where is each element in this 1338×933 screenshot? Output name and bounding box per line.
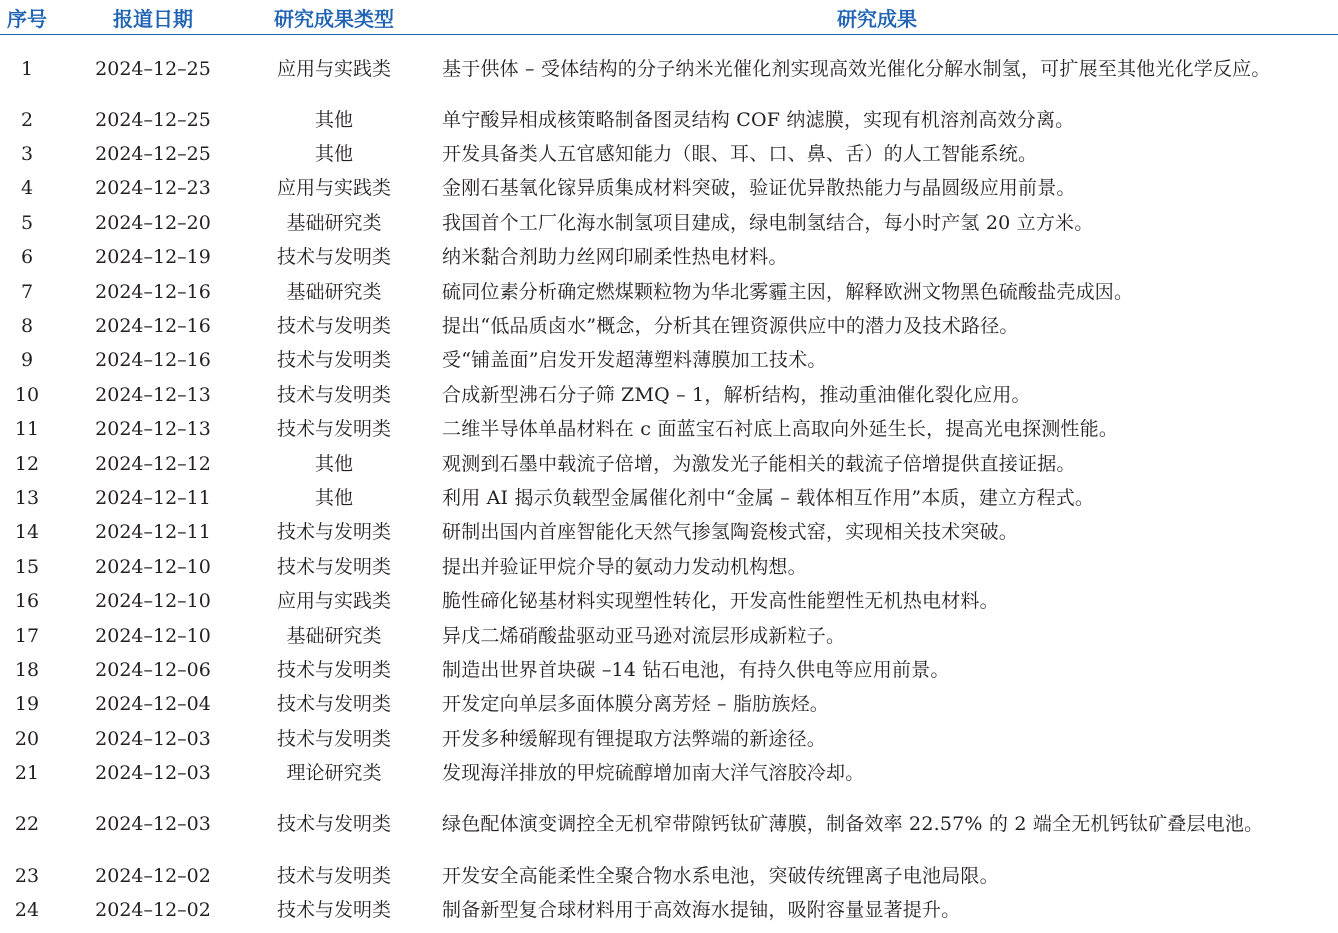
table-row — [0, 343, 1338, 377]
cell-index: 16 — [14, 590, 40, 613]
table-row — [0, 550, 1338, 584]
cell-date: 2024–12–25 — [95, 108, 211, 131]
cell-date: 2024–12–16 — [95, 315, 211, 338]
cell-result: 二维半导体单晶材料在 c 面蓝宝石衬底上高取向外延生长，提高光电探测性能。 — [442, 418, 1119, 441]
cell-result: 异戊二烯硝酸盐驱动亚马逊对流层形成新粒子。 — [442, 624, 846, 647]
table-row — [0, 756, 1338, 790]
cell-type: 技术与发明类 — [276, 693, 391, 716]
cell-date: 2024–12–02 — [95, 898, 211, 921]
cell-result: 脆性碲化铋基材料实现塑性转化，开发高性能塑性无机热电材料。 — [442, 590, 999, 613]
table-row — [0, 584, 1338, 618]
table-row — [0, 722, 1338, 756]
cell-index: 10 — [14, 383, 40, 406]
cell-index: 4 — [20, 177, 34, 200]
header-type: 研究成果类型 — [252, 0, 416, 35]
cell-result: 制备新型复合球材料用于高效海水提铀，吸附容量显著提升。 — [442, 898, 961, 921]
cell-index: 23 — [14, 864, 40, 887]
table-row — [0, 858, 1338, 892]
cell-index: 15 — [14, 555, 40, 578]
cell-result: 纳米黏合剂助力丝网印刷柔性热电材料。 — [442, 246, 788, 269]
table-row — [0, 206, 1338, 240]
cell-type: 应用与实践类 — [276, 590, 391, 613]
table-row — [0, 309, 1338, 343]
cell-type: 技术与发明类 — [276, 864, 391, 887]
cell-date: 2024–12–16 — [95, 280, 211, 303]
cell-result: 制造出世界首块碳 –14 钻石电池，有持久供电等应用前景。 — [442, 658, 950, 681]
cell-type: 应用与实践类 — [276, 177, 391, 200]
cell-type: 技术与发明类 — [276, 383, 391, 406]
cell-date: 2024–12–13 — [95, 418, 211, 441]
cell-index: 11 — [14, 418, 40, 441]
cell-result: 绿色配体演变调控全无机窄带隙钙钛矿薄膜，制备效率 22.57% 的 2 端全无机钙钛矿叠层电池。 — [442, 813, 1264, 836]
table-row — [0, 274, 1338, 308]
cell-index: 20 — [14, 727, 40, 750]
cell-date: 2024–12–23 — [95, 177, 211, 200]
cell-date: 2024–12–12 — [95, 452, 211, 475]
table-row — [0, 618, 1338, 652]
cell-result: 我国首个工厂化海水制氢项目建成，绿电制氢结合，每小时产氢 20 立方米。 — [442, 211, 1094, 234]
cell-type: 基础研究类 — [286, 624, 382, 647]
cell-date: 2024–12–25 — [95, 57, 211, 80]
cell-date: 2024–12–11 — [95, 486, 211, 509]
cell-type: 技术与发明类 — [276, 898, 391, 921]
cell-date: 2024–12–16 — [95, 349, 211, 372]
cell-date: 2024–12–02 — [95, 864, 211, 887]
cell-result: 利用 AI 揭示负载型金属催化剂中“金属 – 载体相互作用”本质，建立方程式。 — [442, 486, 1095, 509]
cell-date: 2024–12–10 — [95, 555, 211, 578]
header-result: 研究成果 — [416, 0, 1338, 35]
table-row — [0, 171, 1338, 205]
cell-type: 技术与发明类 — [276, 349, 391, 372]
table-row — [0, 137, 1338, 171]
table-row — [0, 240, 1338, 274]
table-row — [0, 103, 1338, 137]
cell-date: 2024–12–25 — [95, 143, 211, 166]
cell-date: 2024–12–13 — [95, 383, 211, 406]
table-row — [0, 35, 1338, 103]
cell-index: 14 — [14, 521, 40, 544]
cell-result: 开发安全高能柔性全聚合物水系电池，突破传统锂离子电池局限。 — [442, 864, 999, 887]
cell-index: 7 — [20, 280, 34, 303]
cell-date: 2024–12–11 — [95, 521, 211, 544]
header-index: 序号 — [0, 0, 54, 35]
cell-result: 开发具备类人五官感知能力（眼、耳、口、鼻、舌）的人工智能系统。 — [442, 143, 1038, 166]
cell-type: 技术与发明类 — [276, 246, 391, 269]
cell-type: 技术与发明类 — [276, 521, 391, 544]
cell-type: 其他 — [314, 452, 353, 475]
cell-type: 技术与发明类 — [276, 727, 391, 750]
cell-type: 其他 — [314, 486, 353, 509]
cell-type: 基础研究类 — [286, 211, 382, 234]
cell-date: 2024–12–10 — [95, 590, 211, 613]
cell-index: 24 — [14, 898, 40, 921]
cell-index: 5 — [20, 211, 34, 234]
cell-index: 22 — [14, 813, 40, 836]
cell-type: 技术与发明类 — [276, 418, 391, 441]
cell-date: 2024–12–03 — [95, 813, 211, 836]
cell-type: 基础研究类 — [286, 280, 382, 303]
cell-index: 1 — [20, 57, 34, 80]
cell-result: 金刚石基氧化镓异质集成材料突破，验证优异散热能力与晶圆级应用前景。 — [442, 177, 1076, 200]
cell-result: 观测到石墨中载流子倍增，为激发光子能相关的载流子倍增提供直接证据。 — [442, 452, 1076, 475]
cell-index: 8 — [20, 315, 34, 338]
cell-result: 研制出国内首座智能化天然气掺氢陶瓷梭式窑，实现相关技术突破。 — [442, 521, 1019, 544]
cell-type: 技术与发明类 — [276, 315, 391, 338]
cell-type: 应用与实践类 — [276, 57, 391, 80]
cell-type: 其他 — [314, 143, 353, 166]
cell-date: 2024–12–03 — [95, 727, 211, 750]
cell-result: 开发多种缓解现有锂提取方法弊端的新途径。 — [442, 727, 827, 750]
cell-index: 3 — [20, 143, 34, 166]
cell-index: 6 — [20, 246, 34, 269]
cell-result: 受“铺盖面”启发开发超薄塑料薄膜加工技术。 — [442, 349, 827, 372]
table-row — [0, 446, 1338, 480]
cell-index: 12 — [14, 452, 40, 475]
cell-date: 2024–12–20 — [95, 211, 211, 234]
cell-result: 单宁酸异相成核策略制备图灵结构 COF 纳滤膜，实现有机溶剂高效分离。 — [442, 108, 1075, 131]
header-row — [0, 0, 1338, 35]
table-row — [0, 893, 1338, 927]
table-row — [0, 790, 1338, 858]
cell-index: 19 — [14, 693, 40, 716]
cell-result: 发现海洋排放的甲烷硫醇增加南大洋气溶胶冷却。 — [442, 762, 865, 785]
cell-index: 9 — [20, 349, 34, 372]
cell-index: 21 — [14, 762, 40, 785]
table-row — [0, 653, 1338, 687]
cell-result: 硫同位素分析确定燃煤颗粒物为华北雾霾主因，解释欧洲文物黑色硫酸盐壳成因。 — [442, 280, 1134, 303]
cell-date: 2024–12–04 — [95, 693, 211, 716]
cell-type: 技术与发明类 — [276, 658, 391, 681]
cell-index: 2 — [20, 108, 34, 131]
cell-index: 13 — [14, 486, 40, 509]
table-row — [0, 481, 1338, 515]
table-row — [0, 412, 1338, 446]
cell-result: 提出并验证甲烷介导的氨动力发动机构想。 — [442, 555, 807, 578]
header-date: 报道日期 — [54, 0, 252, 35]
cell-type: 技术与发明类 — [276, 813, 391, 836]
cell-date: 2024–12–06 — [95, 658, 211, 681]
table-header — [0, 0, 1338, 35]
cell-result: 开发定向单层多面体膜分离芳烃 – 脂肪族烃。 — [442, 693, 829, 716]
cell-date: 2024–12–03 — [95, 762, 211, 785]
cell-date: 2024–12–10 — [95, 624, 211, 647]
cell-index: 17 — [14, 624, 40, 647]
cell-result: 提出“低品质卤水”概念，分析其在锂资源供应中的潜力及技术路径。 — [442, 315, 1019, 338]
table-row — [0, 515, 1338, 549]
cell-result: 合成新型沸石分子筛 ZMQ – 1，解析结构，推动重油催化裂化应用。 — [442, 383, 1031, 406]
cell-type: 技术与发明类 — [276, 555, 391, 578]
cell-type: 其他 — [314, 108, 353, 131]
table-row — [0, 687, 1338, 721]
cell-index: 18 — [14, 658, 40, 681]
cell-result: 基于供体 – 受体结构的分子纳米光催化剂实现高效光催化分解水制氢，可扩展至其他光化学反应。 — [442, 57, 1271, 80]
cell-date: 2024–12–19 — [95, 246, 211, 269]
table-body — [0, 35, 1338, 928]
table-row — [0, 378, 1338, 412]
cell-type: 理论研究类 — [286, 762, 382, 785]
